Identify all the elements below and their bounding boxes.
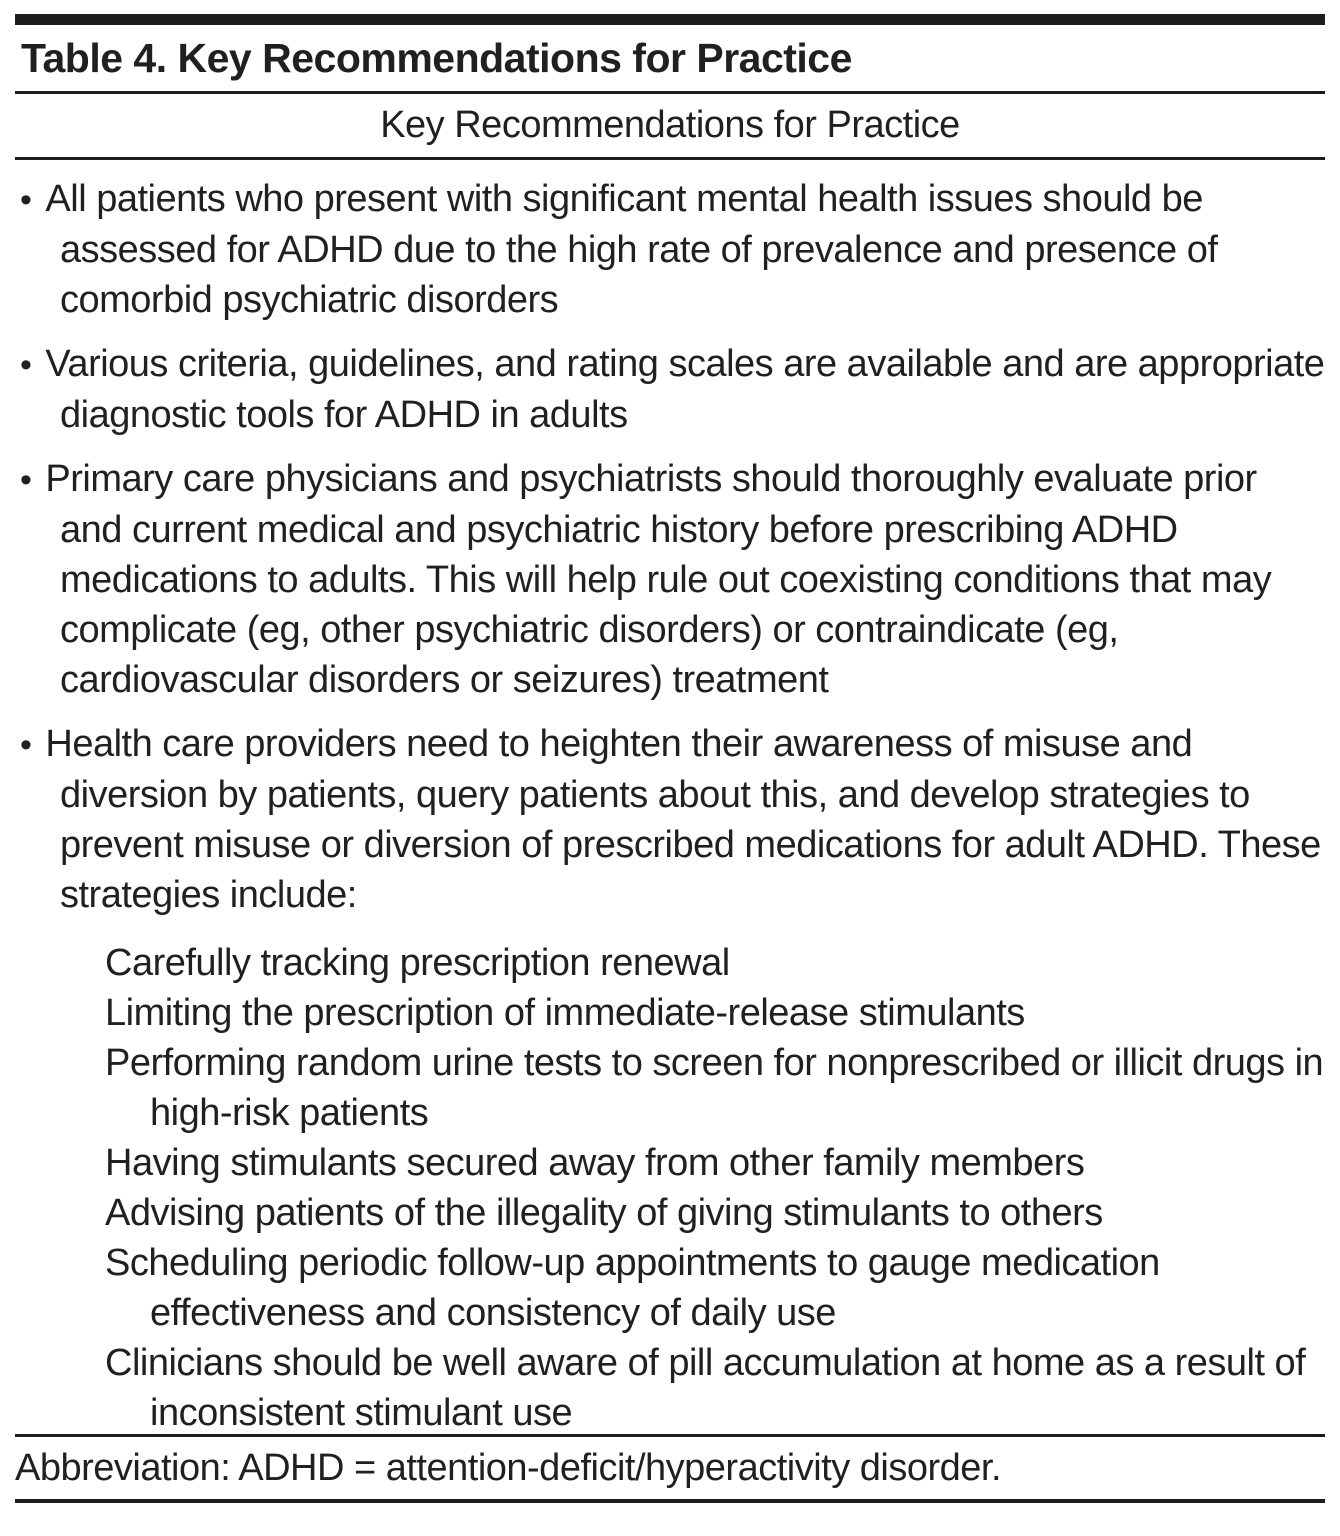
table-body: [15, 160, 1325, 1434]
column-header: Key Recommendations for Practice: [380, 104, 960, 146]
strategy-list: [15, 938, 1325, 1434]
recommendation-item: [20, 454, 1325, 705]
recommendation-text: Various criteria, guidelines, and rating scales are available and are appropriate diagnostic tools for ADHD in adults: [45, 343, 1325, 436]
table-title: Table 4. Key Recommendations for Practice: [21, 34, 852, 81]
strategy-item: Limiting the prescription of immediate-release stimulants: [105, 992, 1025, 1034]
bullet-icon: •: [20, 346, 32, 384]
recommendation-item: [20, 339, 1325, 440]
table-bottom-rule: [15, 1499, 1325, 1503]
abbreviation-footnote: Abbreviation: ADHD = attention-deficit/hyperactivity disorder.: [15, 1446, 1002, 1489]
recommendation-text: All patients who present with significant mental health issues should be assessed for ADHD due to the high rate of prevalence and presence of comorbid psychiatric disorders: [45, 178, 1218, 321]
strategy-item: Performing random urine tests to screen for nonprescribed or illicit drugs in high-risk patients: [105, 1042, 1324, 1134]
strategy-item: Having stimulants secured away from other family members: [105, 1142, 1085, 1184]
strategy-item: Advising patients of the illegality of giving stimulants to others: [105, 1192, 1103, 1234]
strategy-item: Clinicians should be well aware of pill accumulation at home as a result of inconsistent stimulant use: [105, 1342, 1306, 1434]
bullet-icon: •: [20, 461, 32, 499]
strategy-item: Carefully tracking prescription renewal: [105, 942, 730, 984]
recommendation-item: [20, 174, 1325, 325]
recommendation-text: Health care providers need to heighten their awareness of misuse and diversion by patients, query patients about this, and develop strategies to prevent misuse or diversion of prescribed medications for adult ADHD. These strategies include:: [45, 723, 1321, 916]
recommendation-item: [20, 719, 1325, 920]
table-top-rule: [15, 14, 1325, 25]
bullet-icon: •: [20, 181, 32, 219]
bullet-icon: •: [20, 726, 32, 764]
strategy-item: Scheduling periodic follow-up appointments to gauge medication effectiveness and consistency of daily use: [105, 1242, 1160, 1334]
recommendation-text: Primary care physicians and psychiatrists should thoroughly evaluate prior and current medical and psychiatric history before prescribing ADHD medications to adults. This will help rule out coexisting conditions that may complicate (eg, other psychiatric disorders) or contraindicate (eg, cardiovascular disorders or seizures) treatment: [45, 458, 1272, 701]
